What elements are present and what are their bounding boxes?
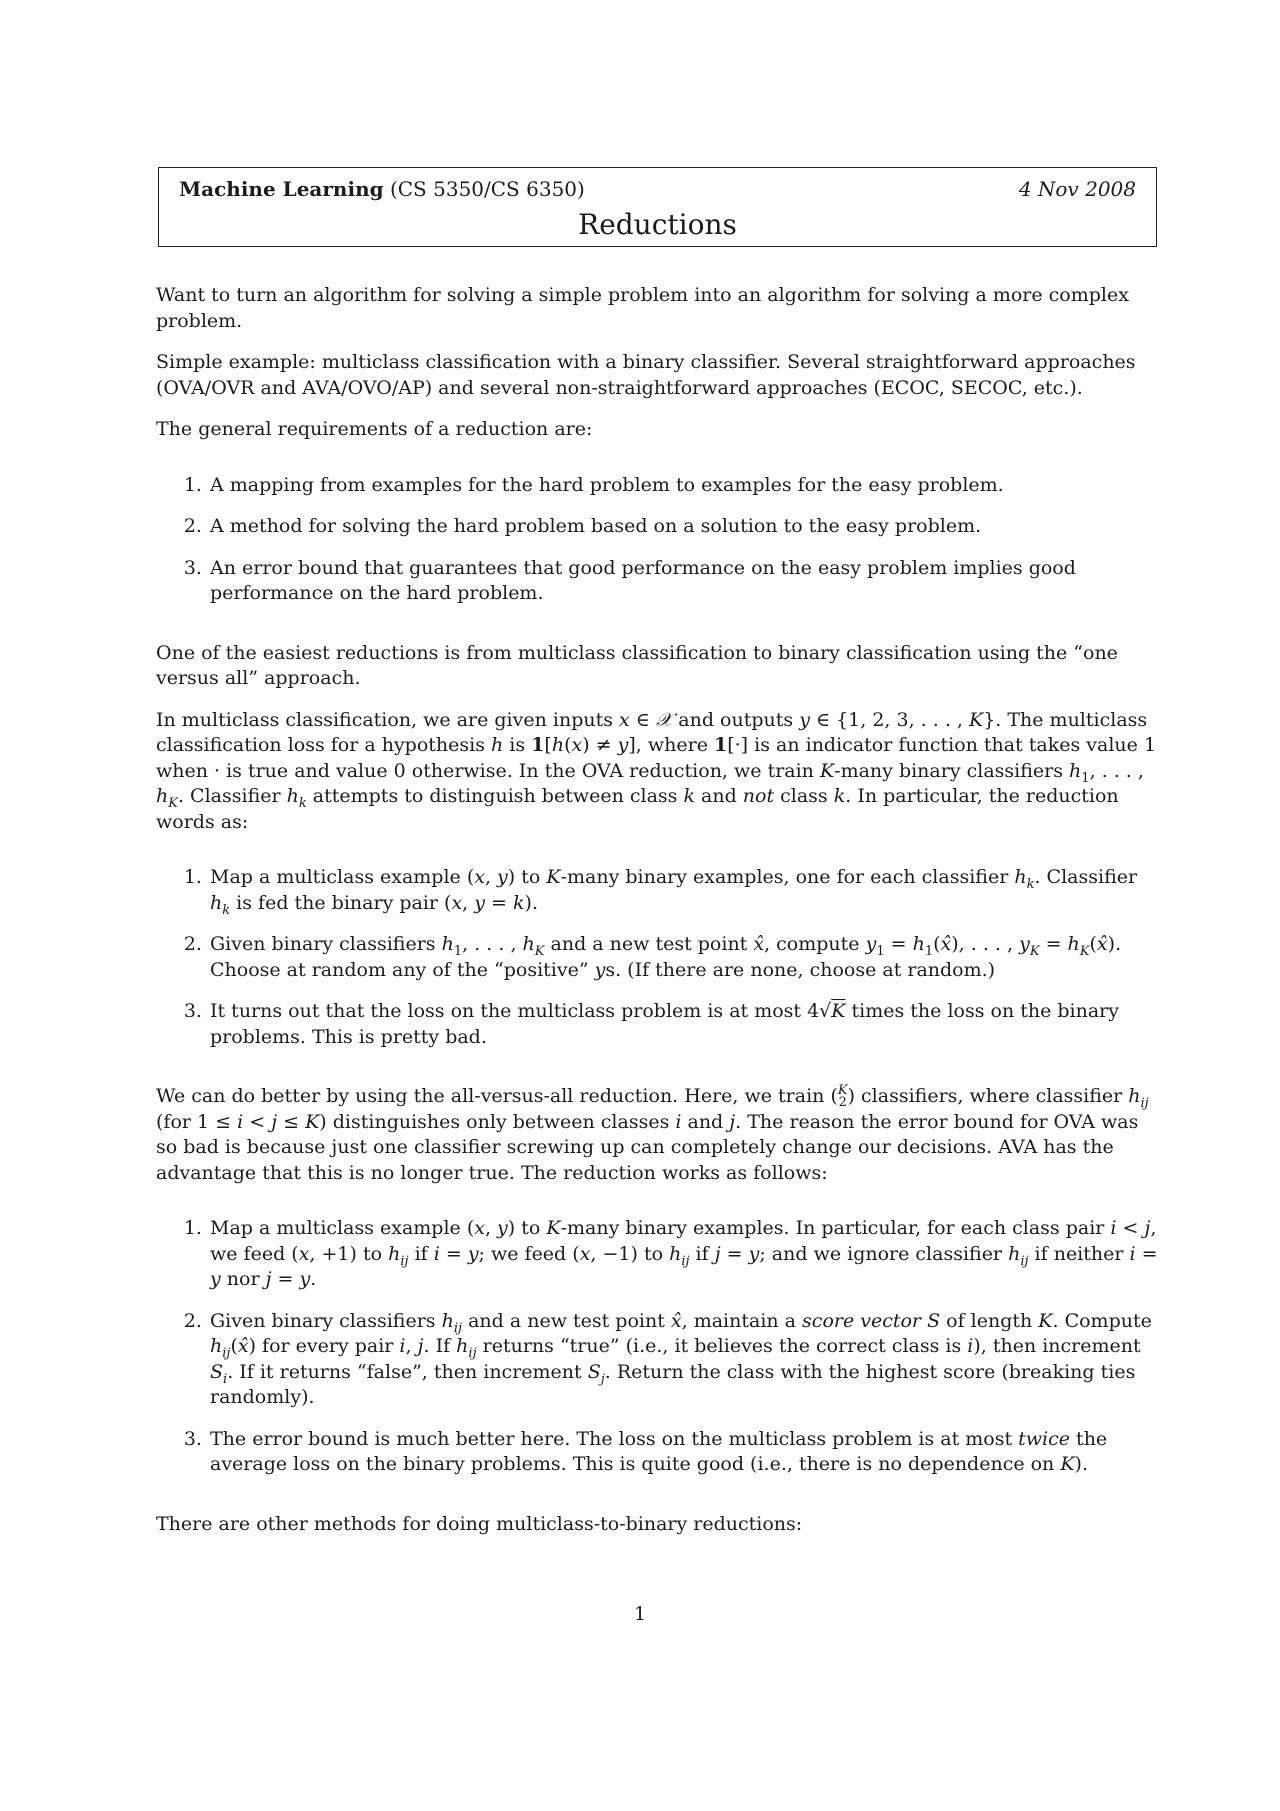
list-item: 2. A method for solving the hard problem based on a solution to the easy problem.: [208, 514, 1162, 540]
paragraph-requirements: The general requirements of a reduction are:: [156, 418, 593, 440]
ava-steps-list: [156, 1216, 1162, 1478]
lecture-date: 4 Nov 2008: [1018, 177, 1136, 201]
paragraph-ava-intro: We can do better by using the all-versus-all reduction. Here, we train (K 2) classifiers, where classifier $h_{ij}$ (for 1 ≤ i < j ≤ K) distinguishes only between classes i and j. The reason the error bound for OVA was so bad is because just one classifier screwing up can completely change our decisions. AVA has the advantage that this is no longer true. The reduction works as follows:: [156, 1083, 1149, 1184]
paragraph-ova-definition: In multiclass classification, we are given inputs x ∈ 𝒳 and outputs y ∈ {1, 2, 3, . . . , K}. The multiclass classification loss for a hypothesis h is 1[h(x) ≠ y], where 1[·] is an indicator function that takes value 1 when · is true and value 0 otherwise. In the OVA reduction, we train K-many binary classifiers $h_1$, . . . , $h_K$. Classifier $h_k$ attempts to distinguish between class k and not class k. In particular, the reduction words as:: [156, 708, 1157, 833]
page-number: 1: [633, 1603, 647, 1625]
paragraph-intro: Want to turn an algorithm for solving a simple problem into an algorithm for solving a more complex problem.: [156, 284, 1129, 332]
list-item: 3. An error bound that guarantees that good performance on the easy problem implies good performance on the hard problem.: [208, 556, 1162, 607]
paragraph-other-methods: There are other methods for doing multiclass-to-binary reductions:: [156, 1512, 803, 1535]
paragraph-example: Simple example: multiclass classification with a binary classifier. Several straightforward approaches (OVA/OVR and AVA/OVO/AP) and several non-straightforward approaches (ECOC, SECOC, etc.).: [156, 351, 1136, 399]
list-item: 3. The error bound is much better here. The loss on the multiclass problem is at most twice the average loss on the binary problems. This is quite good (i.e., there is no dependence on K).: [208, 1427, 1162, 1478]
list-item: 1. Map a multiclass example (x, y) to K-many binary examples. In particular, for each class pair i < j, we feed (x, +1) to $h_{ij}$ if i = y; we feed (x, −1) to $h_{ij}$ if j = y; and we ignore classifier $h_{ij}$ if neither i = y nor j = y.: [208, 1216, 1162, 1293]
course-label: [179, 177, 585, 201]
lecture-title: Reductions: [578, 208, 737, 241]
list-item: 2. Given binary classifiers $h_1$, . . . , $h_K$ and a new test point x̂, compute $y_1$ = $h_1(x̂)$, . . . , $y_K$ = $h_K(x̂)$. Choose at random any of the “positive” ys. (If there are none, choose at random.): [208, 932, 1162, 983]
list-item: 1. Map a multiclass example (x, y) to K-many binary examples, one for each classifier $h_k$. Classifier $h_k$ is fed the binary pair (x, y = k).: [208, 865, 1162, 916]
paragraph-ova-intro: One of the easiest reductions is from multiclass classification to binary classification using the “one versus all” approach.: [156, 641, 1118, 689]
requirements-list: [156, 473, 1162, 607]
list-item: 2. Given binary classifiers $h_{ij}$ and a new test point x̂, maintain a score vector S of length K. Compute $h_{ij}(x̂)$ for every pair i, j. If $h_{ij}$ returns “true” (i.e., it believes the correct class is i), then increment $S_i$. If it returns “false”, then increment $S_j$. Return the class with the highest score (breaking ties randomly).: [208, 1309, 1162, 1411]
list-item: 3. It turns out that the loss on the multiclass problem is at most 4√K times the loss on the binary problems. This is pretty bad.: [208, 999, 1162, 1050]
main-content: [156, 283, 1162, 1553]
list-item: 1. A mapping from examples for the hard problem to examples for the easy problem.: [208, 473, 1162, 499]
header-box: [158, 167, 1157, 247]
course-code: (CS 5350/CS 6350): [389, 177, 585, 201]
ova-steps-list: [156, 865, 1162, 1050]
course-name: Machine Learning: [179, 177, 384, 201]
